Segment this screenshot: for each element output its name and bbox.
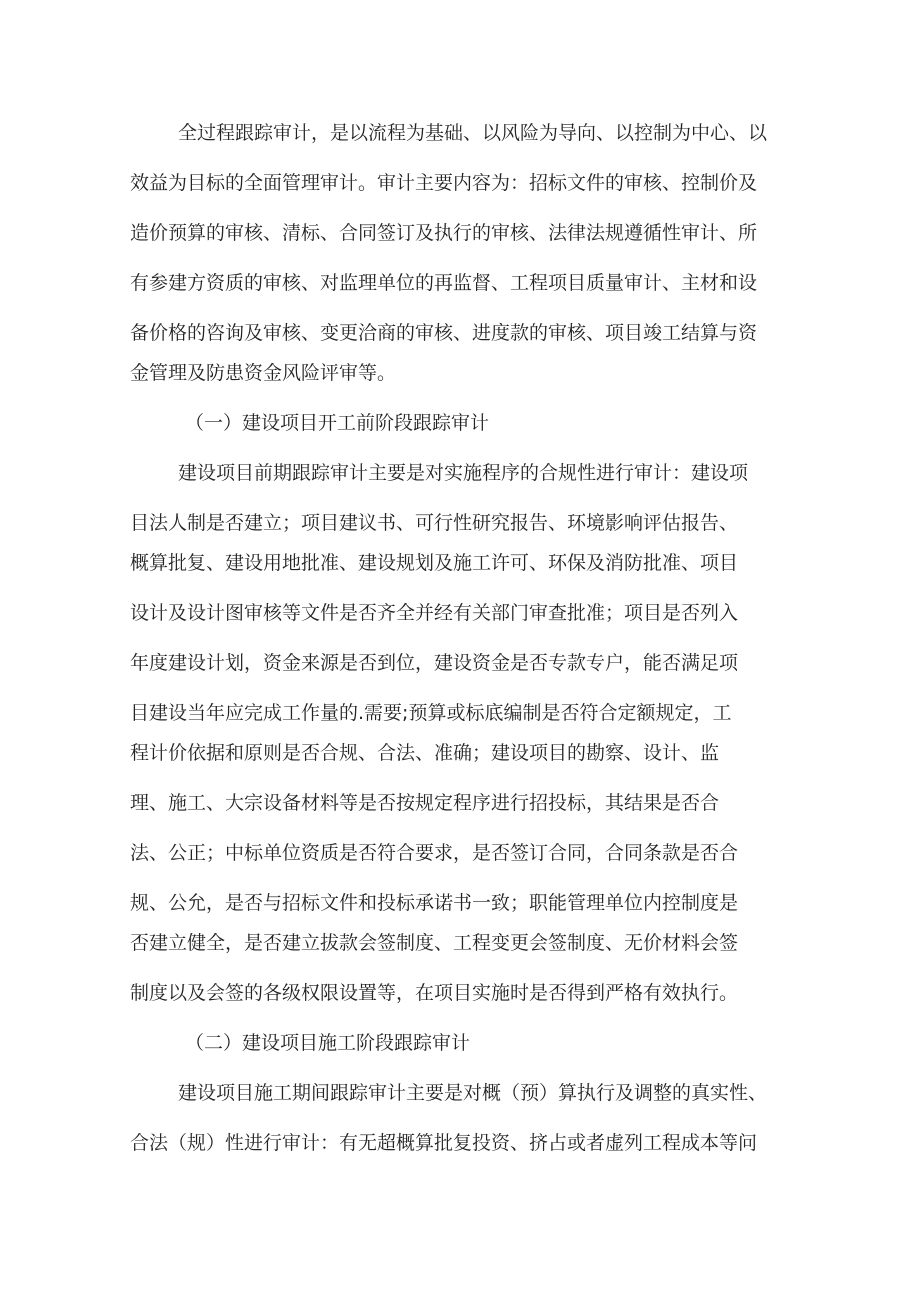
paragraph-line: 否建立健全，是否建立拔款会签制度、工程变更会签制度、无价材料会签 xyxy=(130,932,739,954)
section-heading: （一）建设项目开工前阶段跟踪审计 xyxy=(185,412,490,434)
paragraph-line: 建设项目前期跟踪审计主要是对实施程序的合规性进行审计：建设项 xyxy=(178,462,749,484)
paragraph-line: 金管理及防患资金风险评审等。 xyxy=(130,362,397,384)
paragraph-line: 概算批复、建设用地批准、建设规划及施工许可、环保及消防批准、项目 xyxy=(130,552,739,574)
paragraph-line: 理、施工、大宗设备材料等是否按规定程序进行招投标，其结果是否合 xyxy=(130,792,720,814)
paragraph-line: 法、公正；中标单位资质是否符合要求，是否签订合同，合同条款是否合 xyxy=(130,842,739,864)
paragraph-line: 建设项目施工期间跟踪审计主要是对概（预）算执行及调整的真实性、 xyxy=(178,1082,768,1104)
paragraph-line: 全过程跟踪审计，是以流程为基础、以风险为导向、以控制为中心、以 xyxy=(178,122,768,144)
paragraph-line: 目法人制是否建立；项目建议书、可行性研究报告、环境影响评估报告、 xyxy=(130,512,739,534)
paragraph-line: 设计及设计图审核等文件是否齐全并经有关部门审查批准；项目是否列入 xyxy=(130,602,739,624)
paragraph-line: 年度建设计划，资金来源是否到位，建设资金是否专款专户，能否满足项 xyxy=(130,652,739,674)
paragraph-line: 制度以及会签的各级权限设置等，在项目实施时是否得到严格有效执行。 xyxy=(130,982,739,1004)
paragraph-line: 效益为目标的全面管理审计。审计主要内容为：招标文件的审核、控制价及 xyxy=(130,172,758,194)
paragraph-line: 备价格的咨询及审核、变更洽商的审核、进度款的审核、项目竣工结算与资 xyxy=(130,322,758,344)
section-heading: （二）建设项目施工阶段跟踪审计 xyxy=(185,1032,471,1054)
paragraph-line: 合法（规）性进行审计：有无超概算批复投资、挤占或者虚列工程成本等问 xyxy=(130,1132,758,1154)
paragraph-line: 有参建方资质的审核、对监理单位的再监督、工程项目质量审计、主材和设 xyxy=(130,272,758,294)
paragraph-line: 规、公允，是否与招标文件和投标承诺书一致；职能管理单位内控制度是 xyxy=(130,892,739,914)
paragraph-line: 造价预算的审核、清标、合同签订及执行的审核、法律法规遵循性审计、所 xyxy=(130,222,758,244)
paragraph-line: 程计价依据和原则是否合规、合法、准确；建设项目的勘察、设计、监 xyxy=(130,742,720,764)
paragraph-line: 目建设当年应完成工作量的.需要;预算或标底编制是否符合定额规定，工 xyxy=(130,702,732,724)
